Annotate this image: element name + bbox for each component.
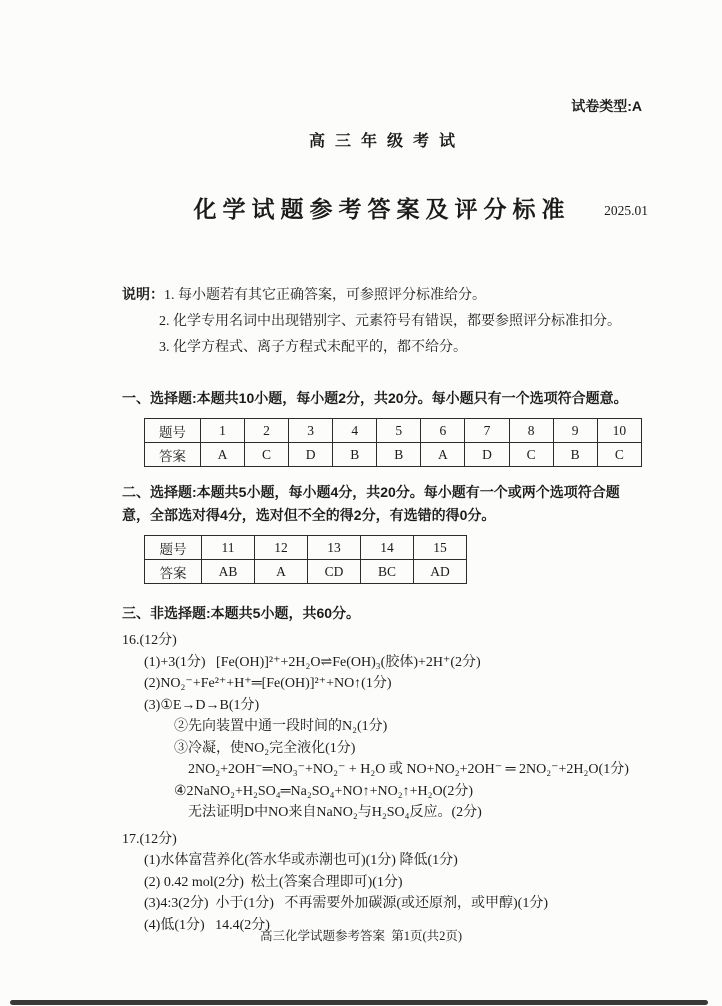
section-2-heading: 二、选择题:本题共5小题，每小题4分，共20分。每小题有一个或两个选项符合题意，全部选对得4分，选对但不全的得2分，有选错的得0分。 bbox=[122, 484, 620, 523]
title-row bbox=[122, 191, 648, 223]
note-item-2: 2. 化学专用名词中出现错别字、元素符号有错误，都要参照评分标准扣分。 bbox=[159, 314, 621, 329]
table-cell: AB bbox=[202, 560, 255, 584]
table-row bbox=[145, 560, 467, 584]
table-cell: 题号 bbox=[145, 536, 202, 560]
note-item-1: 1. 每小题若有其它正确答案，可参照评分标准给分。 bbox=[164, 288, 486, 303]
table-cell: 7 bbox=[465, 419, 509, 443]
table-cell: C bbox=[509, 443, 553, 467]
table-cell: 答案 bbox=[145, 443, 201, 467]
answer-table-2 bbox=[144, 535, 467, 584]
table-row bbox=[145, 443, 642, 467]
table-row bbox=[145, 419, 642, 443]
exam-date: 2025.01 bbox=[604, 203, 648, 218]
question-16-title: 16.(12分) bbox=[122, 633, 177, 648]
note-line-1 bbox=[122, 281, 642, 309]
exam-grade-title: 高三年级考试 bbox=[308, 133, 465, 150]
question-17-block bbox=[122, 829, 642, 937]
answer-line: (1)+3(1分) [Fe(OH)]²⁺+2H₂O⇌Fe(OH)₃(胶体)+2H⁺(2分) bbox=[144, 654, 481, 670]
table-cell: 11 bbox=[202, 536, 255, 560]
question-17-title: 17.(12分) bbox=[122, 831, 177, 847]
table-cell: 9 bbox=[553, 419, 597, 443]
answer-line: 2NO₂+2OH⁻═NO₃⁻+NO₂⁻ + H₂O 或 NO+NO₂+2OH⁻ ═ 2NO₂⁻+2H₂O(1分) bbox=[188, 762, 629, 777]
table-cell: B bbox=[377, 443, 421, 467]
table-cell: 14 bbox=[361, 536, 414, 560]
table-cell: 15 bbox=[414, 536, 467, 560]
table-cell: AD bbox=[414, 560, 467, 584]
table-cell: 3 bbox=[289, 419, 333, 443]
table-cell: 答案 bbox=[145, 560, 202, 584]
section-3-heading: 三、非选择题:本题共5小题，共60分。 bbox=[122, 605, 361, 621]
answer-line: (2)NO₂⁻+Fe²⁺+H⁺═[Fe(OH)]²⁺+NO↑(1分) bbox=[144, 676, 392, 691]
section-1-heading: 一、选择题:本题共10小题，每小题2分，共20分。每小题只有一个选项符合题意。 bbox=[122, 390, 628, 406]
note-item-3: 3. 化学方程式、离子方程式未配平的，都不给分。 bbox=[159, 340, 467, 355]
answer-line: (3)4:3(2分) 小于(1分) 不再需要外加碳源(或还原剂，或甲醇)(1分) bbox=[144, 896, 549, 911]
table-cell: 2 bbox=[245, 419, 289, 443]
page-content bbox=[122, 0, 648, 936]
table-cell: 6 bbox=[421, 419, 465, 443]
answer-line: ②先向装置中通一段时间的N₂(1分) bbox=[174, 719, 388, 734]
answer-line: (4)低(1分) 14.4(2分) bbox=[144, 917, 270, 933]
table-cell: A bbox=[200, 443, 244, 467]
table-cell: C bbox=[245, 443, 289, 467]
answer-line: (2) 0.42 mol(2分) 松土(答案合理即可)(1分) bbox=[144, 874, 403, 890]
answer-line: ④2NaNO₂+H₂SO₄═Na₂SO₄+NO↑+NO₂↑+H₂O(2分) bbox=[174, 783, 473, 799]
table-cell: CD bbox=[308, 560, 361, 584]
table-cell: 5 bbox=[377, 419, 421, 443]
document-title: 化学试题参考答案及评分标准 bbox=[193, 196, 571, 222]
question-16-block bbox=[122, 630, 642, 824]
table-cell: D bbox=[465, 443, 509, 467]
answer-table-1 bbox=[144, 418, 642, 467]
table-cell: B bbox=[553, 443, 597, 467]
answer-line: 无法证明D中NO来自NaNO₂与H₂SO₄反应。(2分) bbox=[188, 805, 482, 820]
table-cell: 1 bbox=[200, 419, 244, 443]
table-cell: 10 bbox=[597, 419, 641, 443]
table-cell: B bbox=[333, 443, 377, 467]
answer-line: (1)水体富营养化(答水华或赤潮也可)(1分) 降低(1分) bbox=[144, 853, 458, 868]
table-cell: BC bbox=[361, 560, 414, 584]
table-cell: 12 bbox=[255, 536, 308, 560]
table-row bbox=[145, 536, 467, 560]
notes-block bbox=[122, 281, 642, 361]
answer-line: ③冷凝，使NO₂完全液化(1分) bbox=[174, 740, 356, 756]
table-cell: A bbox=[255, 560, 308, 584]
table-cell: 题号 bbox=[145, 419, 201, 443]
notes-label: 说明： bbox=[122, 286, 164, 302]
table-cell: C bbox=[597, 443, 641, 467]
table-cell: 13 bbox=[308, 536, 361, 560]
table-cell: 8 bbox=[509, 419, 553, 443]
paper-type-label: 试卷类型:A bbox=[571, 98, 642, 114]
table-cell: D bbox=[289, 443, 333, 467]
scan-edge-artifact bbox=[10, 1000, 708, 1005]
table-cell: 4 bbox=[333, 419, 377, 443]
table-cell: A bbox=[421, 443, 465, 467]
answer-line: (3)①E→D→B(1分) bbox=[144, 697, 260, 713]
page-footer: 高三化学试题参考答案 第1页(共2页) bbox=[259, 929, 463, 943]
